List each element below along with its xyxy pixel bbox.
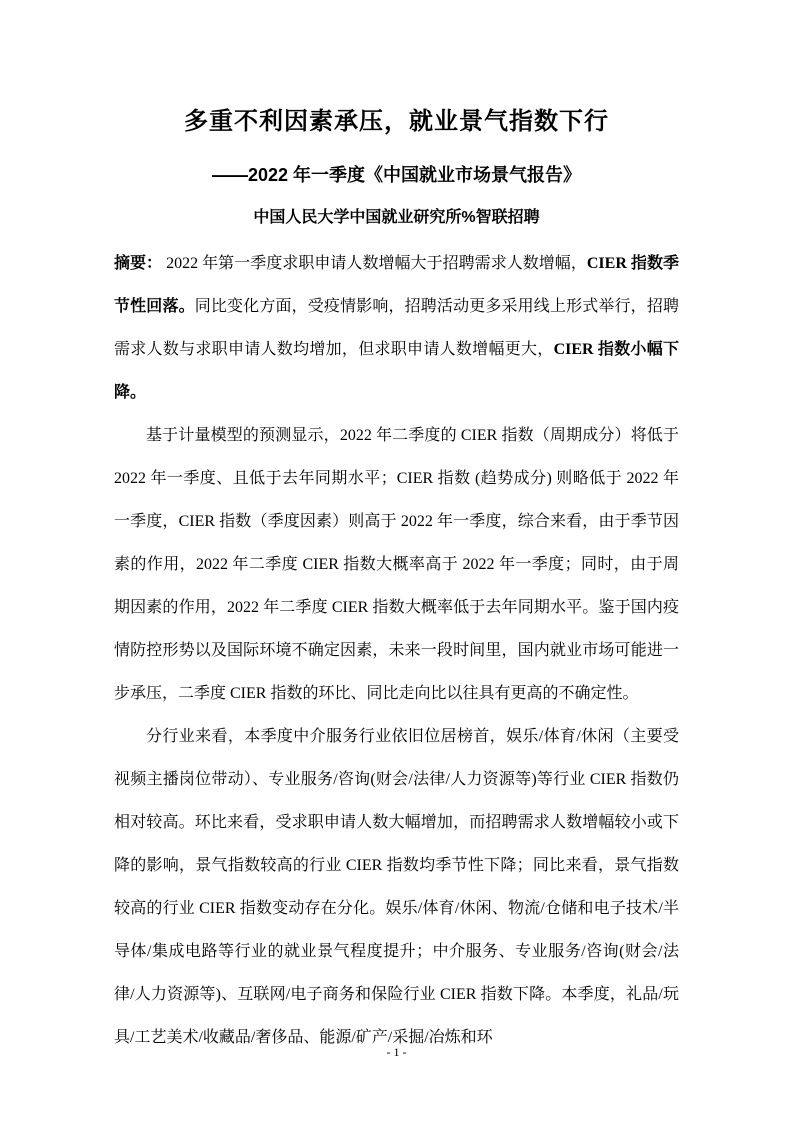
- author-line: 中国人民大学中国就业研究所%智联招聘: [253, 209, 540, 227]
- page-number: - 1 -: [386, 1045, 407, 1059]
- text-run: 分行业来看，本季度中介服务行业依旧位居榜首，娱乐/体育/休闲（主要受视频主播岗位带动）、专业服务/咨询(财会/法律/人力资源等)等行业 CIER 指数仍相对较高。环比来看，受求职申请人数大幅增加，而招聘需求人数增幅较小或下降的影响，景气指数较高的行业 CIER 指数均季节性下降；同比来看，景气指数较高的行业 CIER 指数变动存在分化。娱乐/体育/休闲、物流/仓储和电子技术/半导体/集成电路等行业的就业景气程度提升；中介服务、专业服务/咨询(财会/法律/人力资源等)、互联网/电子商务和保险行业 CIER 指数下降。本季度，礼品/玩具/工艺美术/收藏品/奢侈品、能源/矿产/采掘/冶炼和环: [114, 727, 679, 1046]
- text-run: 基于计量模型的预测显示，2022 年二季度的 CIER 指数（周期成分）将低于 2022 年一季度、且低于去年同期水平；CIER 指数 (趋势成分) 则略低于 2022 年一季度，CIER 指数（季度因素）则高于 2022 年一季度，综合来看，由于季节因素的作用，2022 年二季度 CIER 指数大概率高于 2022 年一季度；同时，由于周期因素的作用，2022 年二季度 CIER 指数大概率低于去年同期水平。鉴于国内疫情防控形势以及国际环境不确定因素，未来一段时间里，国内就业市场可能进一步承压，二季度 CIER 指数的环比、同比走向比以往具有更高的不确定性。: [114, 426, 679, 702]
- page-subtitle: ——2022 年一季度《中国就业市场景气报告》: [211, 164, 582, 185]
- text-run-bold: CIER 指数季节性回落。: [114, 254, 679, 315]
- paragraph: [114, 414, 679, 715]
- text-run: 同比变化方面，受疫情影响，招聘活动更多采用线上形式举行，招聘需求人数与求职申请人数均增加，但求职申请人数增幅更大，: [114, 297, 679, 358]
- page-title: 多重不利因素承压，就业景气指数下行: [184, 108, 609, 135]
- text-run-bold: 摘要：: [114, 254, 163, 272]
- paragraph: [114, 715, 679, 1059]
- document-body: [114, 242, 679, 1059]
- text-run: 2022 年第一季度求职申请人数增幅大于招聘需求人数增幅，: [162, 254, 587, 272]
- paragraph: [114, 242, 679, 414]
- text-run-bold: CIER 指数小幅下降。: [114, 340, 679, 401]
